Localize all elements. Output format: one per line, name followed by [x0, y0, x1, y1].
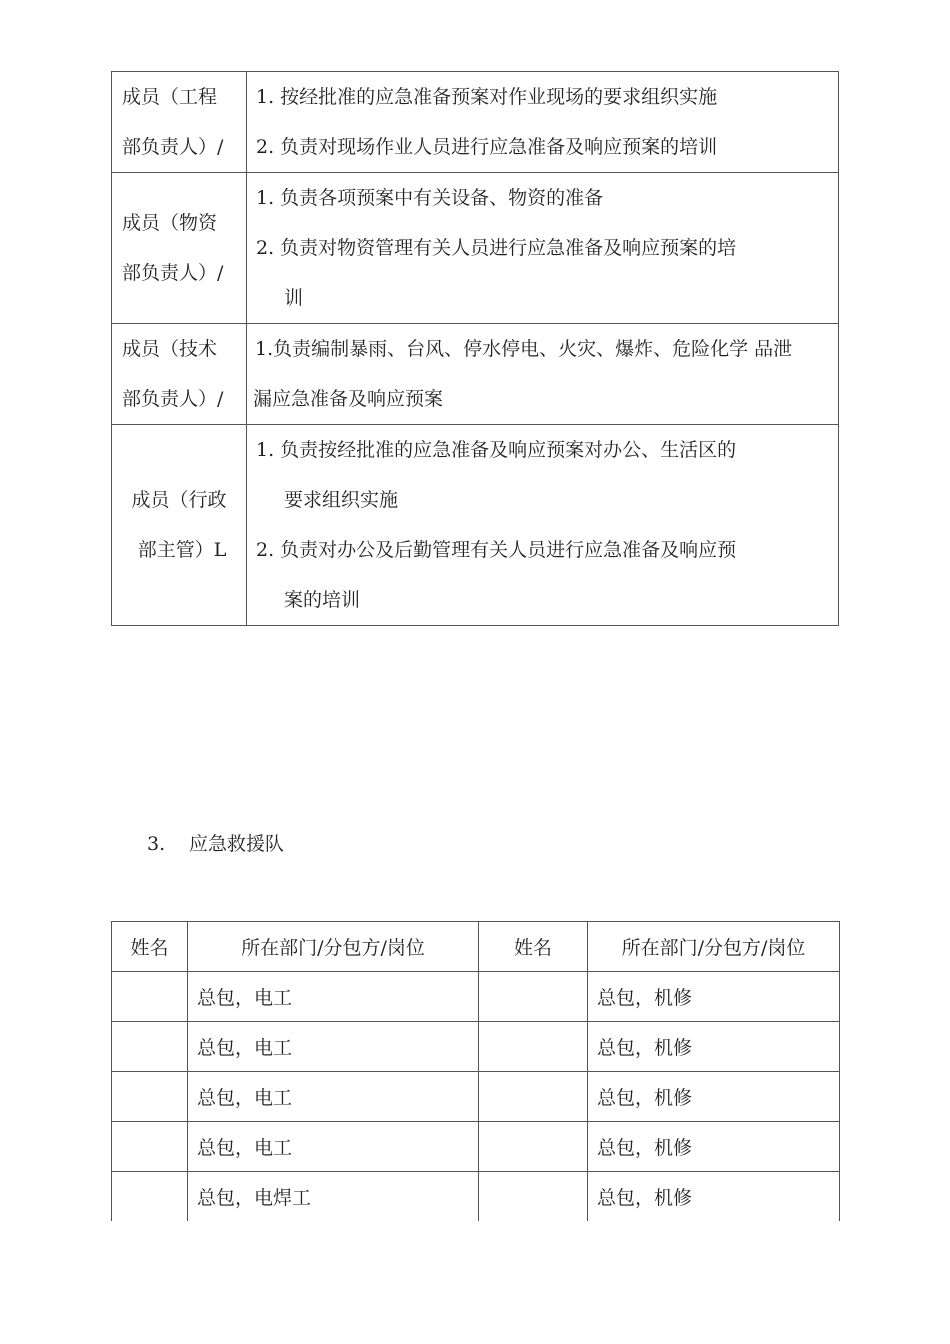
- section-number: 3.: [147, 833, 166, 855]
- role-line: 成员（物资: [122, 212, 218, 234]
- department-cell: 总包，电工: [188, 1022, 479, 1072]
- duty-line: 1. 负责按经批准的应急准备及响应预案对办公、生活区的: [256, 439, 737, 461]
- role-cell: [112, 324, 247, 425]
- responsibility-table: [111, 71, 839, 626]
- duty-line: 训: [284, 287, 304, 309]
- duty-line: 漏应急准备及响应预案: [253, 388, 444, 410]
- name-cell: [479, 1122, 588, 1172]
- duty-line: 2. 负责对现场作业人员进行应急准备及响应预案的培训: [256, 136, 718, 158]
- role-cell: [112, 173, 247, 324]
- department-cell: 总包，电工: [188, 1122, 479, 1172]
- table-row: [112, 72, 839, 173]
- duty-cell: [247, 324, 839, 425]
- table-header-row: [112, 922, 840, 972]
- name-cell: [479, 1072, 588, 1122]
- duty-cell: [247, 425, 839, 626]
- department-cell: 总包，电工: [188, 972, 479, 1022]
- department-cell: 总包，机修: [588, 1022, 840, 1072]
- duty-line: 2. 负责对办公及后勤管理有关人员进行应急准备及响应预: [256, 539, 737, 561]
- role-line: 部主管）L: [137, 539, 227, 561]
- duty-line: 要求组织实施: [284, 489, 399, 511]
- department-cell: 总包，电工: [188, 1072, 479, 1122]
- header-department: 所在部门/分包方/岗位: [588, 922, 840, 972]
- name-cell: [112, 1022, 188, 1072]
- name-cell: [112, 1172, 188, 1222]
- table-row: [112, 324, 839, 425]
- role-line: 成员（技术: [122, 338, 218, 360]
- name-cell: [479, 1022, 588, 1072]
- department-cell: 总包，机修: [588, 972, 840, 1022]
- duty-line: 1. 负责各项预案中有关设备、物资的准备: [256, 187, 604, 209]
- rescue-team-table: [111, 921, 840, 1221]
- role-line: 成员（工程: [122, 86, 218, 108]
- duty-line: 1.负责编制暴雨、台风、停水停电、火灾、爆炸、危险化学 品泄: [255, 338, 793, 360]
- name-cell: [112, 1122, 188, 1172]
- department-cell: 总包，机修: [588, 1072, 840, 1122]
- header-name: 姓名: [112, 922, 188, 972]
- role-line: 成员（行政: [131, 489, 227, 511]
- duty-line: 2. 负责对物资管理有关人员进行应急准备及响应预案的培: [256, 237, 737, 259]
- role-cell: [112, 72, 247, 173]
- table-row: [112, 1172, 840, 1222]
- duty-line: 1. 按经批准的应急准备预案对作业现场的要求组织实施: [256, 86, 718, 108]
- table-row: [112, 1122, 840, 1172]
- role-line: 部负责人）/: [122, 262, 224, 284]
- role-line: 部负责人）/: [122, 136, 224, 158]
- duty-line: 案的培训: [284, 589, 361, 611]
- table-row: [112, 1022, 840, 1072]
- department-cell: 总包，机修: [588, 1172, 840, 1222]
- header-name: 姓名: [479, 922, 588, 972]
- table-row: [112, 972, 840, 1022]
- header-department: 所在部门/分包方/岗位: [188, 922, 479, 972]
- duty-cell: [247, 72, 839, 173]
- role-cell: [112, 425, 247, 626]
- table-row: [112, 173, 839, 324]
- section-title: 应急救援队: [189, 833, 285, 855]
- table-row: [112, 1072, 840, 1122]
- name-cell: [112, 972, 188, 1022]
- name-cell: [112, 1072, 188, 1122]
- role-line: 部负责人）/: [122, 388, 224, 410]
- duty-cell: [247, 173, 839, 324]
- name-cell: [479, 972, 588, 1022]
- table-row: [112, 425, 839, 626]
- section-heading: [147, 828, 284, 860]
- department-cell: 总包，机修: [588, 1122, 840, 1172]
- name-cell: [479, 1172, 588, 1222]
- department-cell: 总包，电焊工: [188, 1172, 479, 1222]
